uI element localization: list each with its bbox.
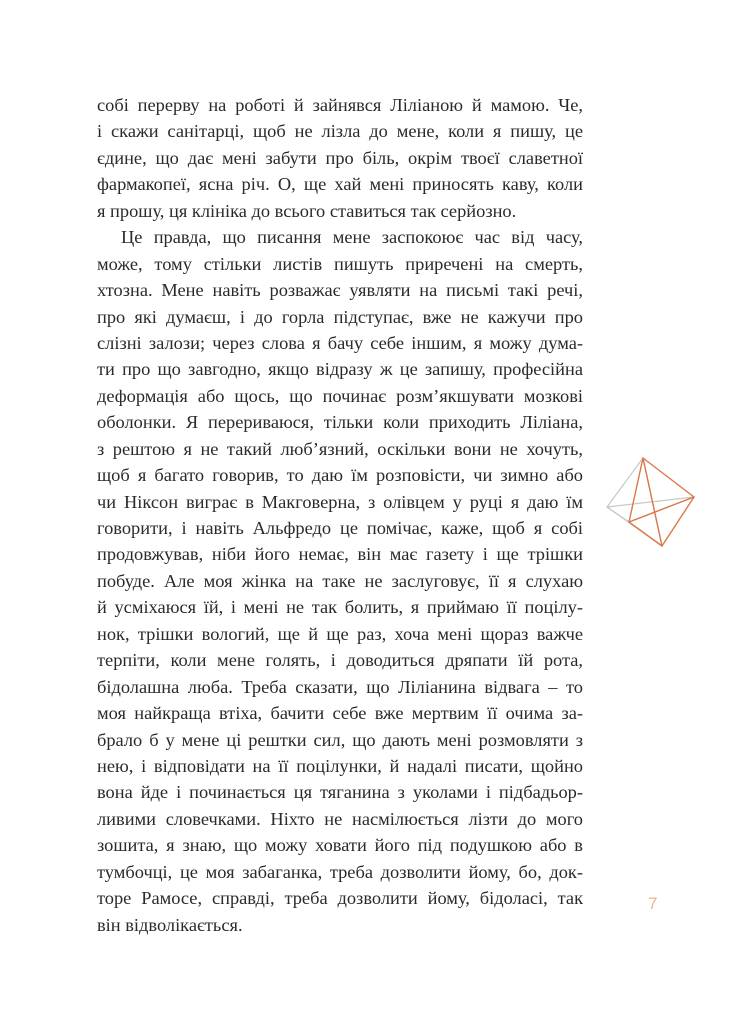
text-line: брало б у мене ці рештки сил, що дають мені розмовляти з bbox=[97, 729, 583, 750]
page-number: 7 bbox=[648, 894, 658, 913]
text-line: продовжував, ніби його немає, він має газету і ще трішки bbox=[97, 544, 583, 565]
text-line: ти про що завгодно, якщо відразу ж це запишу, професійна bbox=[97, 359, 583, 380]
text-line: і скажи санітарці, щоб не лізла до мене, коли я пишу, це bbox=[97, 121, 583, 142]
text-line: деформація або щось, що починає розм’якшувати мозкові bbox=[97, 385, 583, 406]
text-line: єдине, що дає мені забути про біль, окрім твоєї славетної bbox=[97, 147, 583, 168]
text-line: тумбочці, це моя забаганка, треба дозволити йому, бо, док- bbox=[97, 861, 583, 882]
text-line: терпіти, коли мене голять, і доводиться дряпати їй рота, bbox=[97, 650, 583, 671]
text-line: бідолашна люба. Треба сказати, що Ліліанина відвага – то bbox=[97, 676, 583, 697]
text-line: нок, трішки вологий, ще й ще раз, хоча мені щораз важче bbox=[97, 623, 583, 644]
text-line: моя найкраща втіха, бачити себе вже мертвим її очима за- bbox=[97, 703, 583, 724]
octahedron-icon bbox=[606, 457, 696, 547]
text-line: про які думаєш, і до горла підступає, вже не кажучи про bbox=[97, 306, 583, 327]
text-line: чи Ніксон виграє в Макговерна, з олівцем у руці я даю їм bbox=[97, 491, 583, 512]
text-line: я прошу, ця клініка до всього ставиться так серйозно. bbox=[97, 200, 517, 221]
text-line: й усміхаюся їй, і мені не так болить, я приймаю її поцілу- bbox=[97, 597, 583, 618]
text-line: нею, і відповідати на її поцілунки, й надалі писати, щойно bbox=[97, 755, 583, 776]
text-line: слізні залози; через слова я бачу себе іншим, я можу дума- bbox=[97, 332, 583, 353]
text-line: фармакопеї, ясна річ. О, ще хай мені приносять каву, коли bbox=[97, 174, 583, 195]
text-line: він відволікається. bbox=[97, 914, 243, 935]
text-line: вона йде і починається ця тяганина з уколами і підбадьор- bbox=[97, 782, 583, 803]
text-line: може, тому стільки листів пишуть приречені на смерть, bbox=[97, 253, 583, 274]
text-line: щоб я багато говорив, то даю їм розповісти, чи зимно або bbox=[97, 465, 583, 486]
text-line: ливими словечками. Ніхто не насмілюється лізти до мого bbox=[97, 808, 583, 829]
text-line: оболонки. Я перериваюся, тільки коли приходить Ліліана, bbox=[97, 412, 583, 433]
text-line: торе Рамосе, справді, треба дозволити йому, бідоласі, так bbox=[97, 888, 583, 909]
text-line: хтозна. Мене навіть розважає уявляти на письмі такі речі, bbox=[97, 280, 583, 301]
text-line: зошита, я знаю, що можу ховати його під подушкою або в bbox=[97, 835, 583, 856]
text-line: з рештою я не такий люб’язний, оскільки вони не хочуть, bbox=[97, 438, 583, 459]
text-line: Це правда, що писання мене заспокоює час від часу, bbox=[121, 227, 583, 248]
text-line: побуде. Але моя жінка на таке не заслуговує, її я слухаю bbox=[97, 570, 583, 591]
body-text bbox=[97, 92, 583, 938]
text-line: собі перерву на роботі й зайнявся Ліліаною й мамою. Че, bbox=[97, 95, 583, 115]
text-line: говорити, і навіть Альфредо це помічає, каже, щоб я собі bbox=[97, 518, 583, 538]
